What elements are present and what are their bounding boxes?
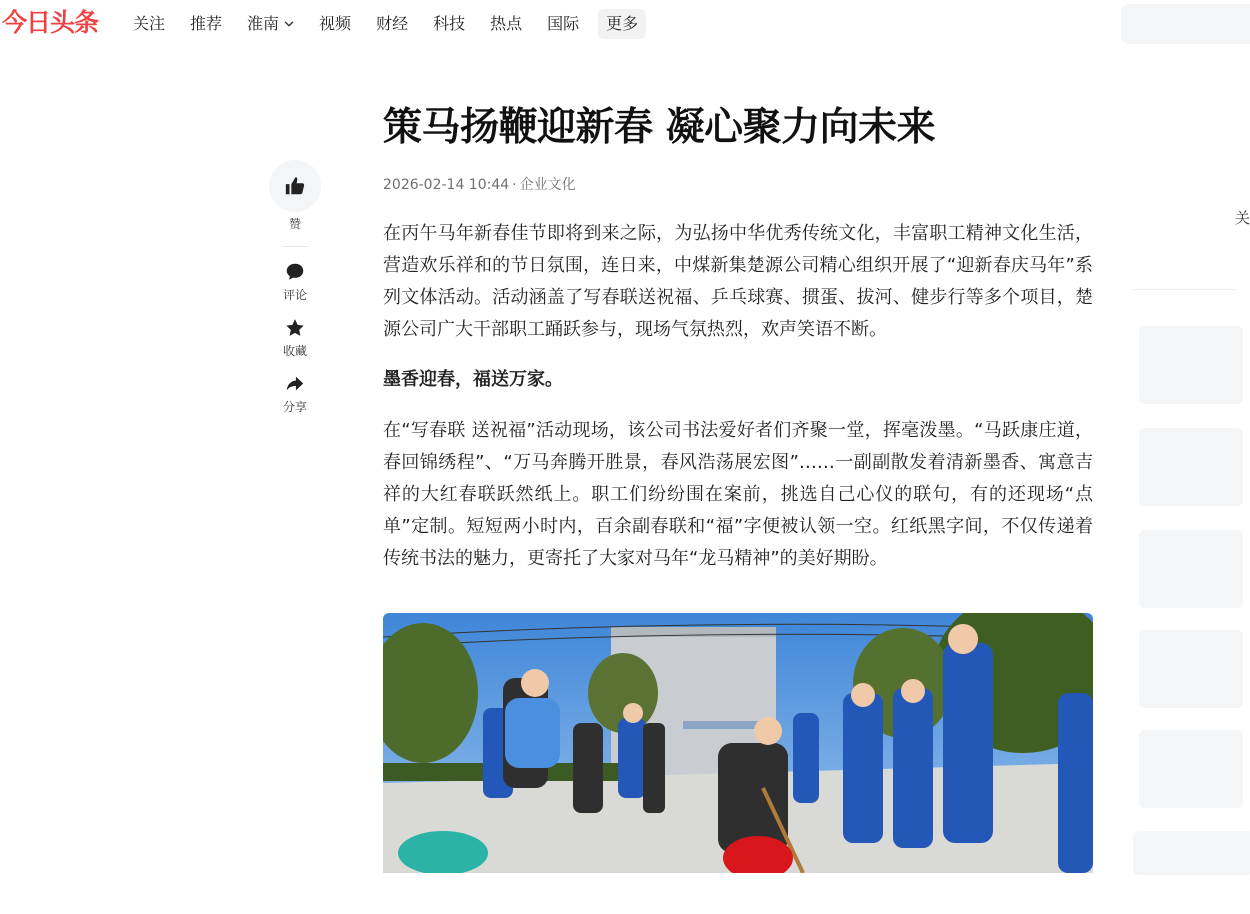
sidebar-placeholder-bar: [1133, 831, 1250, 875]
rail-divider: [282, 246, 308, 247]
like-circle[interactable]: [269, 160, 321, 212]
article-action-rail: [268, 160, 322, 429]
nav-item-tech[interactable]: 科技: [433, 14, 466, 33]
nav-item-recommend[interactable]: 推荐: [190, 14, 223, 33]
chevron-down-icon: [284, 19, 294, 29]
nav-item-follow[interactable]: 关注: [133, 14, 166, 33]
search-input[interactable]: [1121, 4, 1250, 44]
sidebar-placeholder-card: [1139, 326, 1243, 404]
share-arrow-icon: [284, 373, 306, 395]
meta-separator: ·: [512, 177, 517, 193]
sidebar-placeholder-card: [1139, 428, 1243, 506]
nav-more-button[interactable]: 更多: [598, 9, 646, 39]
toutiao-logo[interactable]: 今日头条: [2, 8, 99, 37]
sidebar-divider: [1133, 289, 1237, 290]
article-body: [383, 100, 1093, 873]
article-category[interactable]: 企业文化: [519, 177, 576, 193]
collect-button[interactable]: [268, 317, 322, 359]
article-subheading: 墨香迎春，福送万家。: [383, 369, 563, 390]
sidebar-placeholder-card: [1139, 530, 1243, 608]
nav-item-local-label: 淮南: [247, 14, 280, 33]
article-paragraph: 在丙午马年新春佳节即将到来之际，为弘扬中华优秀传统文化，丰富职工精神文化生活，营造欢乐祥和的节日氛围，连日来，中煤新集楚源公司精心组织开展了“迎新春庆马年”系列文体活动。活动涵盖了写春联送祝福、乒乓球赛、掼蛋、拔河、健步行等多个项目，楚源公司广大干部职工踊跃参与，现场气氛热烈，欢声笑语不断。: [383, 223, 1093, 340]
share-button[interactable]: [268, 373, 322, 415]
article-photo-tug-of-war[interactable]: [383, 613, 1093, 873]
thumbs-up-icon: [284, 175, 306, 197]
comment-icon: [284, 261, 306, 283]
sidebar-placeholder-card: [1139, 630, 1243, 708]
nav-item-video[interactable]: 视频: [319, 14, 352, 33]
star-icon: [284, 317, 306, 339]
like-label: 赞: [288, 217, 301, 231]
nav-item-finance[interactable]: 财经: [376, 14, 409, 33]
nav-item-local[interactable]: [239, 9, 302, 39]
channel-nav: [125, 9, 655, 39]
article-title: 策马扬鞭迎新春 凝心聚力向未来: [383, 105, 936, 150]
article-meta: [383, 175, 1093, 195]
sidebar-placeholder-card: [1139, 730, 1243, 808]
like-button[interactable]: [268, 160, 322, 232]
collect-label: 收藏: [282, 344, 307, 358]
share-label: 分享: [282, 400, 307, 414]
top-navigation: [0, 0, 1250, 48]
sidebar-edge-text: 关: [1235, 209, 1250, 227]
comment-label: 评论: [282, 288, 307, 302]
nav-item-international[interactable]: 国际: [547, 14, 580, 33]
comment-button[interactable]: [268, 261, 322, 303]
article-paragraph: 在“写春联 送祝福”活动现场，该公司书法爱好者们齐聚一堂，挥毫泼墨。“马跃康庄道，春回锦绣程”、“万马奔腾开胜景，春风浩荡展宏图”……一副副散发着清新墨香、寓意吉祥的大红春联跃然纸上。职工们纷纷围在案前，挑选自己心仪的联句，有的还现场“点单”定制。短短两小时内，百余副春联和“福”字便被认领一空。红纸黑字间，不仅传递着传统书法的魅力，更寄托了大家对马年“龙马精神”的美好期盼。: [383, 420, 1093, 569]
publish-time: 2026-02-14 10:44: [383, 177, 510, 193]
nav-item-hot[interactable]: 热点: [490, 14, 523, 33]
